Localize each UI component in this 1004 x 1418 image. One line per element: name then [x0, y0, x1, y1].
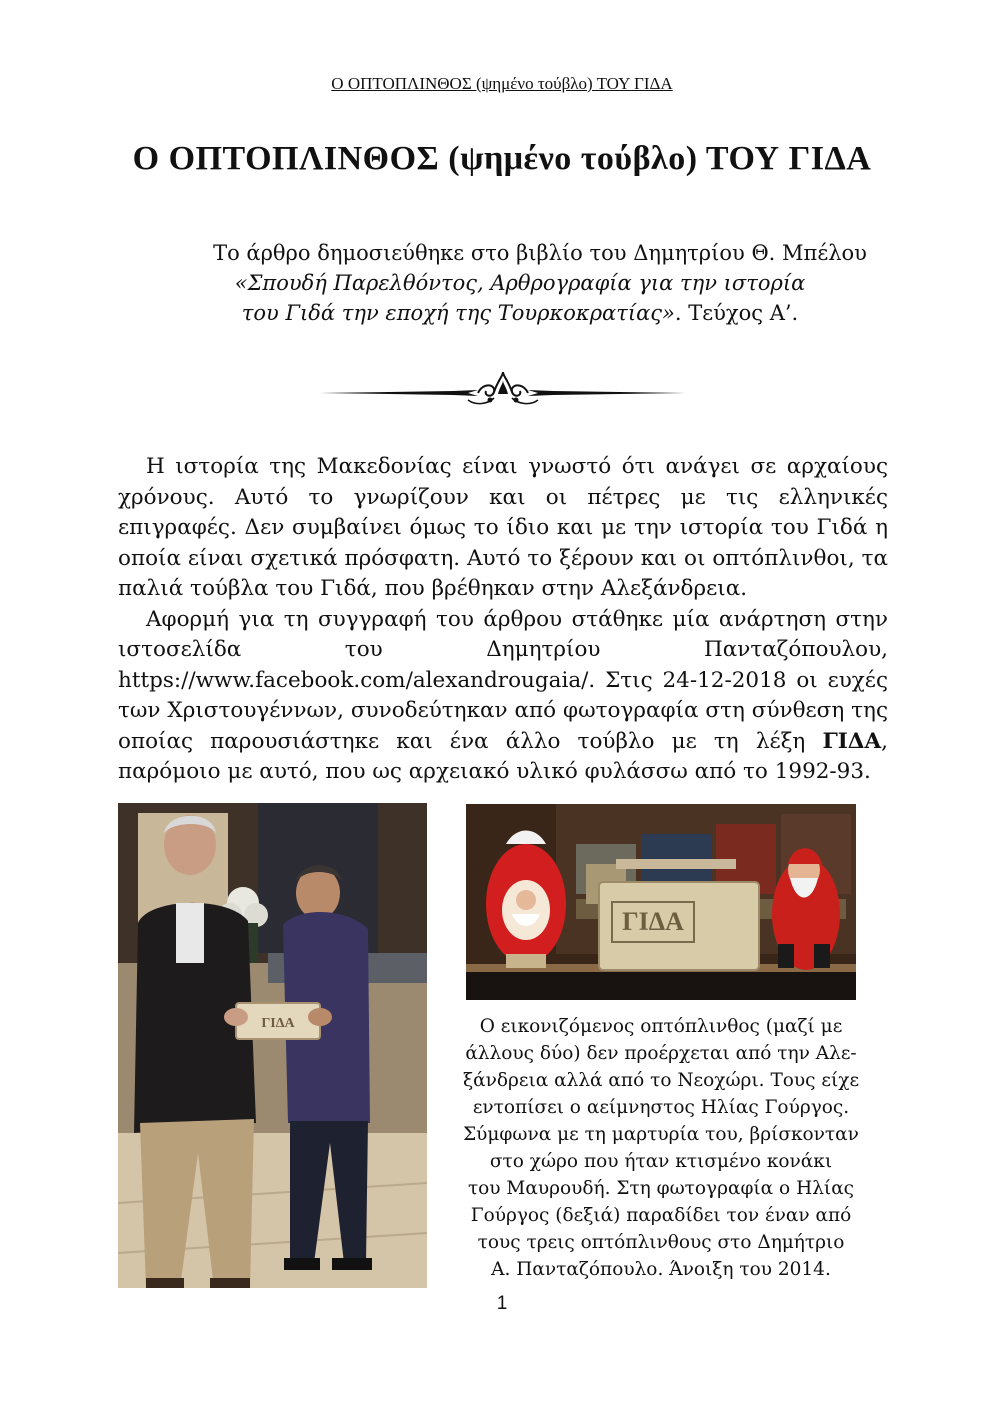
photo-two-men-with-brick	[118, 803, 427, 1288]
source-note-line-1: Το άρθρο δημοσιεύθηκε στο βιβλίο του Δημητρίου Θ. Μπέλου	[213, 241, 867, 265]
caption-line: Σύμφωνα με τη μαρτυρία του, βρίσκονταν	[463, 1124, 859, 1145]
source-note	[100, 238, 940, 328]
caption-line: του Μαυρουδή. Στη φωτογραφία ο Ηλίας	[467, 1178, 855, 1199]
photo-caption	[436, 1013, 886, 1283]
page-number: 1	[496, 1293, 508, 1314]
caption-line: Ο εικονιζόμενος οπτόπλινθος (μαζί με	[479, 1016, 843, 1037]
issue-note: . Τεύχος Α’.	[674, 301, 799, 325]
caption-line: Α. Πανταζόπουλο. Άνοιξη του 2014.	[491, 1259, 831, 1280]
running-header: Ο ΟΠΤΟΠΛΙΝΘΟΣ (ψημένο τούβλο) ΤΟΥ ΓΙΔΑ	[331, 74, 673, 93]
paragraph-1: Η ιστορία της Μακεδονίας είναι γνωστό ότι ανάγει σε αρχαίους χρόνους. Αυτό το γνωρίζουν και οι πέτρες με τις ελληνικές επιγραφές. Δεν συμβαίνει όμως το ίδιο και με την ιστορία του Γιδά η οποία είναι σχετικά πρόσφατη. Αυτό το ξέρουν και οι οπτόπλινθοι, τα παλιά τούβλα του Γιδά, που βρέθηκαν στην Αλεξάνδρεια.	[118, 454, 888, 601]
caption-line: τους τρεις οπτόπλινθους στο Δημήτριο	[477, 1232, 845, 1253]
page-title: Ο ΟΠΤΟΠΛΙΝΘΟΣ (ψημένο τούβλο) ΤΟΥ ΓΙΔΑ	[132, 140, 872, 177]
source-note-line-2: «Σπουδή Παρελθόντος, Αρθρογραφία για την ιστορία	[234, 271, 806, 295]
right-photo-brick-text: ΓΙΔΑ	[622, 907, 684, 936]
caption-line: άλλους δύο) δεν προέρχεται από την Αλε-	[465, 1043, 857, 1064]
caption-line: Γούργος (δεξιά) παραδίδει τον έναν από	[470, 1205, 852, 1226]
paragraph-2	[118, 605, 888, 788]
photo-brick-christmas-display	[466, 804, 856, 1000]
highlighted-word: ΓΙΔΑ	[822, 728, 882, 754]
paragraph-2-end: , παρόμοιο με αυτό, που ως αρχειακό υλικό φυλάσσω από το 1992-93.	[118, 728, 888, 784]
left-photo-brick-text: ΓΙΔΑ	[261, 1016, 295, 1031]
book-subtitle: του Γιδά την εποχή της Τουρκοκρατίας»	[241, 301, 675, 325]
article-body	[118, 452, 888, 788]
paragraph-2-start: Αφορμή για τη συγγραφή του άρθρου στάθηκε μία ανάρτηση στην ιστοσελίδα του Δημητρίου Πανταζόπουλου, https://www.facebook.com/alexandrougaia/. Στις 24-12-2018 οι ευχές των Χριστουγέννων, συνοδεύτηκαν από φωτογραφία στη σύνθεση της οποίας παρουσιάστηκε και ένα άλλο τούβλο με τη λέξη	[118, 606, 888, 754]
source-note-line-3	[100, 298, 940, 328]
caption-line: εντοπίσει ο αείμνηστος Ηλίας Γούργος.	[472, 1097, 850, 1118]
ornament-divider	[318, 370, 688, 410]
caption-line: ξάνδρεια αλλά από το Νεοχώρι. Τους είχε	[462, 1070, 860, 1091]
caption-line: στο χώρο που ήταν κτισμένο κονάκι	[489, 1151, 833, 1172]
